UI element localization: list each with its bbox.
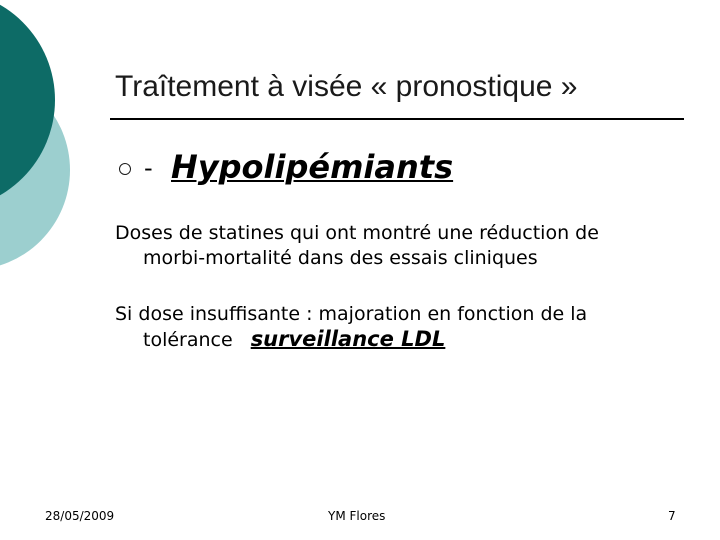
footer-author: YM Flores <box>328 509 386 523</box>
footer-date: 28/05/2009 <box>45 509 115 523</box>
hollow-circle-bullet-icon <box>119 163 131 175</box>
paragraph-line: morbi-mortalité dans des essais cliniques <box>143 247 538 269</box>
paragraph-line: Si dose insuffisante : majoration en fonction de la <box>115 303 588 325</box>
bullet-dash: - <box>144 154 153 182</box>
slide-title: Traîtement à visée « pronostique » <box>115 70 578 103</box>
bullet-heading: Hypolipémiants <box>171 148 454 186</box>
paragraph-statins <box>115 221 690 271</box>
decorative-circles <box>0 0 110 300</box>
paragraph-line-with-emphasis <box>115 327 690 353</box>
page-number: 7 <box>668 509 676 523</box>
emphasis-text: surveillance LDL <box>250 327 446 351</box>
paragraph-line: Doses de statines qui ont montré une réduction de <box>115 222 599 244</box>
paragraph-text: tolérance <box>143 329 233 351</box>
title-divider <box>110 118 684 120</box>
paragraph-dose <box>115 302 690 353</box>
